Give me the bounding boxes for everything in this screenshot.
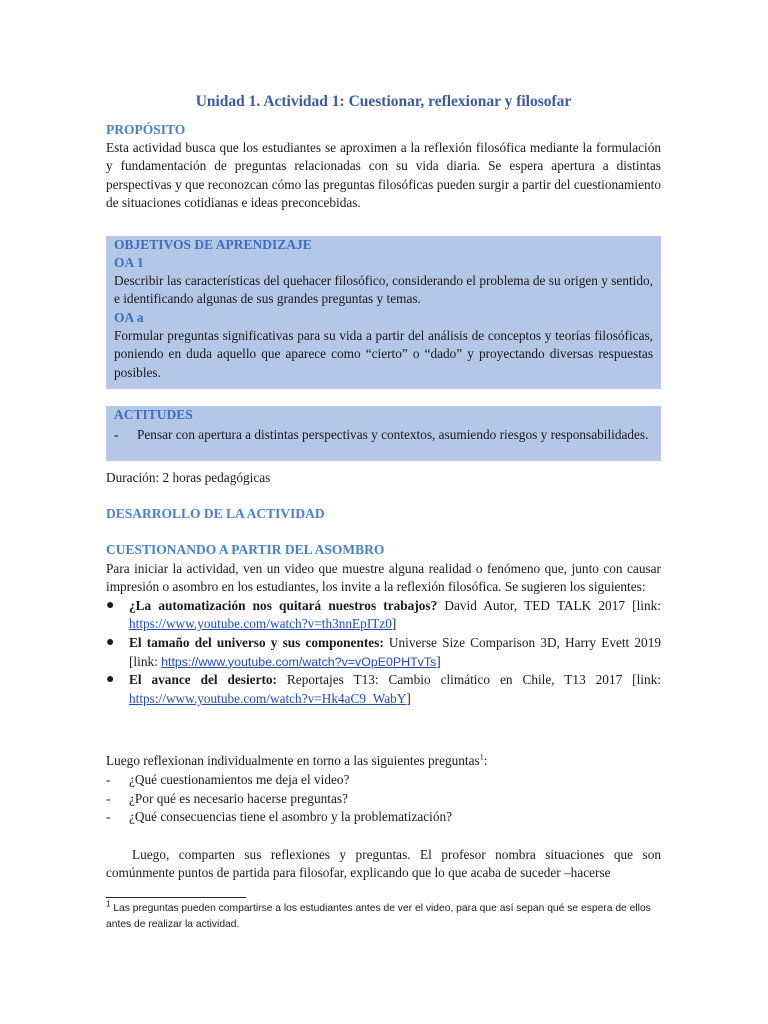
actitudes-box: [106, 406, 661, 461]
video-list: [106, 597, 661, 709]
video-link[interactable]: https://www.youtube.com/watch?v=vOpE0PHTvTs: [161, 654, 437, 669]
cuestionando-section: [106, 542, 661, 708]
video-link[interactable]: https://www.youtube.com/watch?v=th3nnEpITz0: [129, 616, 392, 632]
cuestionando-intro: Para iniciar la actividad, ven un video que muestre alguna realidad o fenómeno que, junto con causar impresión o asombro en los estudiantes, los invite a la reflexión filosófica. Se sugieren los siguientes:: [106, 561, 661, 595]
questions-list: [106, 771, 661, 827]
actitudes-heading: ACTITUDES: [114, 407, 193, 422]
list-item: ● ¿La automatización nos quitará nuestros trabajos? David Autor, TED TALK 2017 [link: https://www.youtube.com/watch?v=th3nnEpITz0]: [106, 597, 661, 632]
bullet-icon: ●: [106, 597, 115, 613]
footnote-ref[interactable]: 1: [479, 752, 484, 762]
list-item: - ¿Qué consecuencias tiene el asombro y la problematización?: [106, 809, 453, 825]
bullet-icon: ●: [106, 635, 115, 650]
oaa-label: OA a: [114, 309, 144, 325]
duracion-text: Duración: 2 horas pedagógicas: [106, 470, 271, 485]
page-title: Unidad 1. Actividad 1: Cuestionar, reflexionar y filosofar: [195, 93, 572, 110]
actitudes-list: [114, 426, 653, 443]
cuestionando-heading: CUESTIONANDO A PARTIR DEL ASOMBRO: [106, 542, 385, 557]
list-item: - ¿Qué cuestionamientos me deja el video?: [106, 772, 350, 787]
video-link[interactable]: https://www.youtube.com/watch?v=Hk4aC9_WabY: [129, 690, 407, 706]
footnote-divider: [106, 897, 246, 898]
closing-paragraph: Luego, comparten sus reflexiones y preguntas. El profesor nombra situaciones que son comúnmente puntos de partida para filosofar, explicando que lo que acaba de suceder –hacerse: [106, 847, 661, 881]
list-item: - Pensar con apertura a distintas perspectivas y contextos, asumiendo riesgos y responsabilidades.: [114, 427, 649, 442]
objetivos-box: [106, 236, 661, 389]
proposito-section: [106, 122, 661, 213]
proposito-text: Esta actividad busca que los estudiantes se aproximen a la reflexión filosófica mediante la formulación y fundamentación de preguntas relacionadas con su vida diaria. Se espera apertura a distintas perspectivas y que reconozcan cómo las preguntas filosóficas pueden surgir a partir del cuestionamiento de situaciones cotidianas e ideas preconcebidas.: [106, 140, 661, 211]
oaa-text: Formular preguntas significativas para su vida a partir del análisis de conceptos y teorías filosóficas, poniendo en duda aquello que aparece como “cierto” o “dado” y proyectando diversas respuestas posibles.: [114, 327, 653, 380]
oa1-text: Describir las características del quehacer filosófico, considerando el problema de su origen y sentido, e identificando algunas de sus grandes preguntas y temas.: [114, 273, 653, 307]
list-item: ● El avance del desierto: Reportajes T13: Cambio climático en Chile, T13 2017 [link: https://www.youtube.com/watch?v=Hk4aC9_WabY]: [106, 672, 661, 706]
desarrollo-heading: DESARROLLO DE LA ACTIVIDAD: [106, 506, 325, 521]
reflect-intro: Luego reflexionan individualmente en torno a las siguientes preguntas$^1$:: [106, 752, 488, 768]
proposito-heading: PROPÓSITO: [106, 122, 186, 137]
bullet-icon: ●: [106, 672, 115, 688]
list-item: ● El tamaño del universo y sus componentes: Universe Size Comparison 3D, Harry Evett 2019 [link: https://www.youtube.com/watch?v=vOpE0PHTvTs]: [106, 635, 662, 669]
objetivos-heading: OBJETIVOS DE APRENDIZAJE: [114, 237, 312, 252]
oa1-label: OA 1: [114, 255, 144, 270]
list-item: - ¿Por qué es necesario hacerse preguntas?: [106, 790, 348, 806]
footnote: $^1$ Las preguntas pueden compartirse a los estudiantes antes de ver el video, para que así sepan qué se espera de ellos antes de realizar la actividad.: [106, 899, 651, 930]
